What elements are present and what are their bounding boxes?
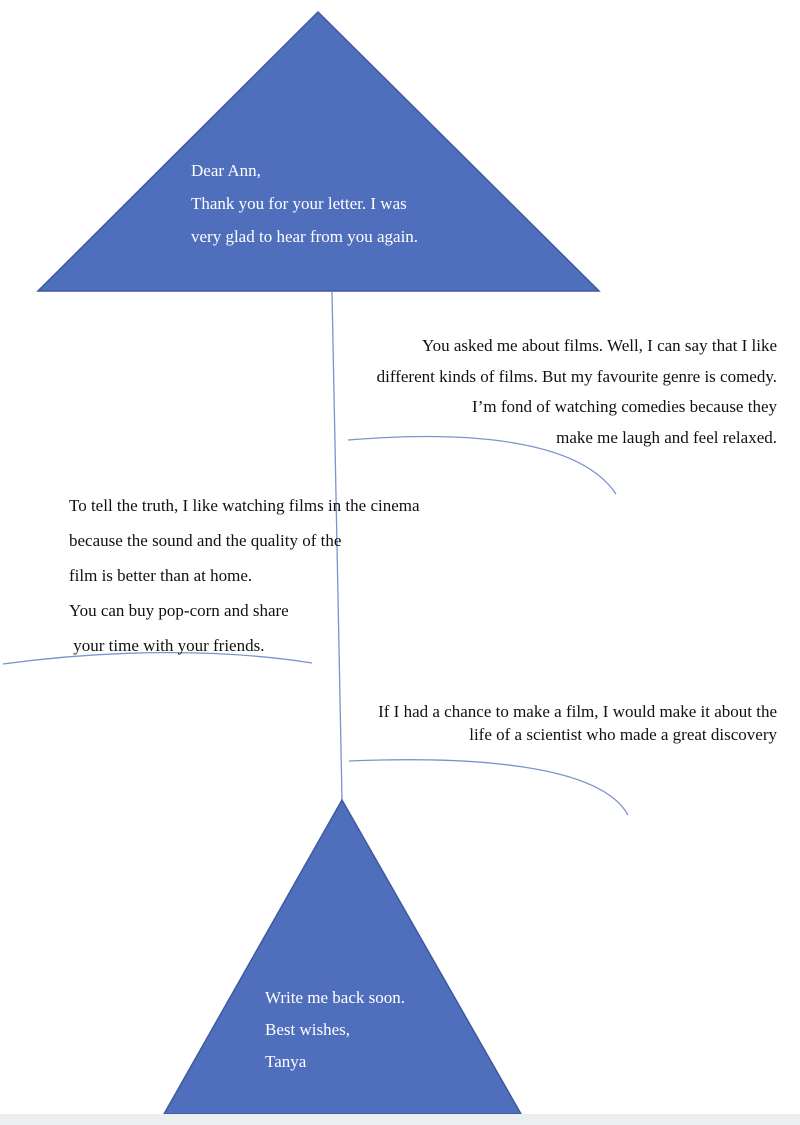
text-line: because the sound and the quality of the — [69, 531, 342, 550]
text-line: To tell the truth, I like watching films in the cinema — [69, 496, 420, 515]
signature-name: Tanya — [265, 1052, 307, 1071]
sign-off-line: Best wishes, — [265, 1020, 350, 1039]
top-triangle-text — [191, 154, 453, 253]
text-line: make me laugh and feel relaxed. — [556, 427, 777, 447]
text-line: different kinds of films. But my favourite genre is comedy. — [376, 366, 777, 386]
text-line: life of a scientist who made a great discovery — [469, 725, 777, 744]
glad-line: very glad to hear from you again. — [191, 227, 419, 246]
bottom-triangle-text — [265, 982, 465, 1078]
text-line: You can buy pop-corn and share — [69, 601, 289, 620]
text-line: You asked me about films. Well, I can say that I like — [422, 336, 777, 355]
text-line: I’m fond of watching comedies because they — [472, 397, 777, 416]
closing-line: Write me back soon. — [265, 988, 405, 1007]
curve-connector-scientist — [349, 760, 628, 815]
thanks-line: Thank you for your letter. I was — [191, 194, 407, 213]
greeting-line: Dear Ann, — [191, 161, 261, 180]
text-line: your time with your friends. — [69, 636, 265, 655]
scientist-paragraph — [330, 700, 777, 746]
films-paragraph — [330, 331, 777, 453]
cinema-paragraph — [69, 488, 469, 663]
page-bottom-edge — [0, 1114, 800, 1125]
text-line: film is better than at home. — [69, 566, 253, 585]
text-line: If I had a chance to make a film, I would make it about the — [378, 702, 777, 721]
